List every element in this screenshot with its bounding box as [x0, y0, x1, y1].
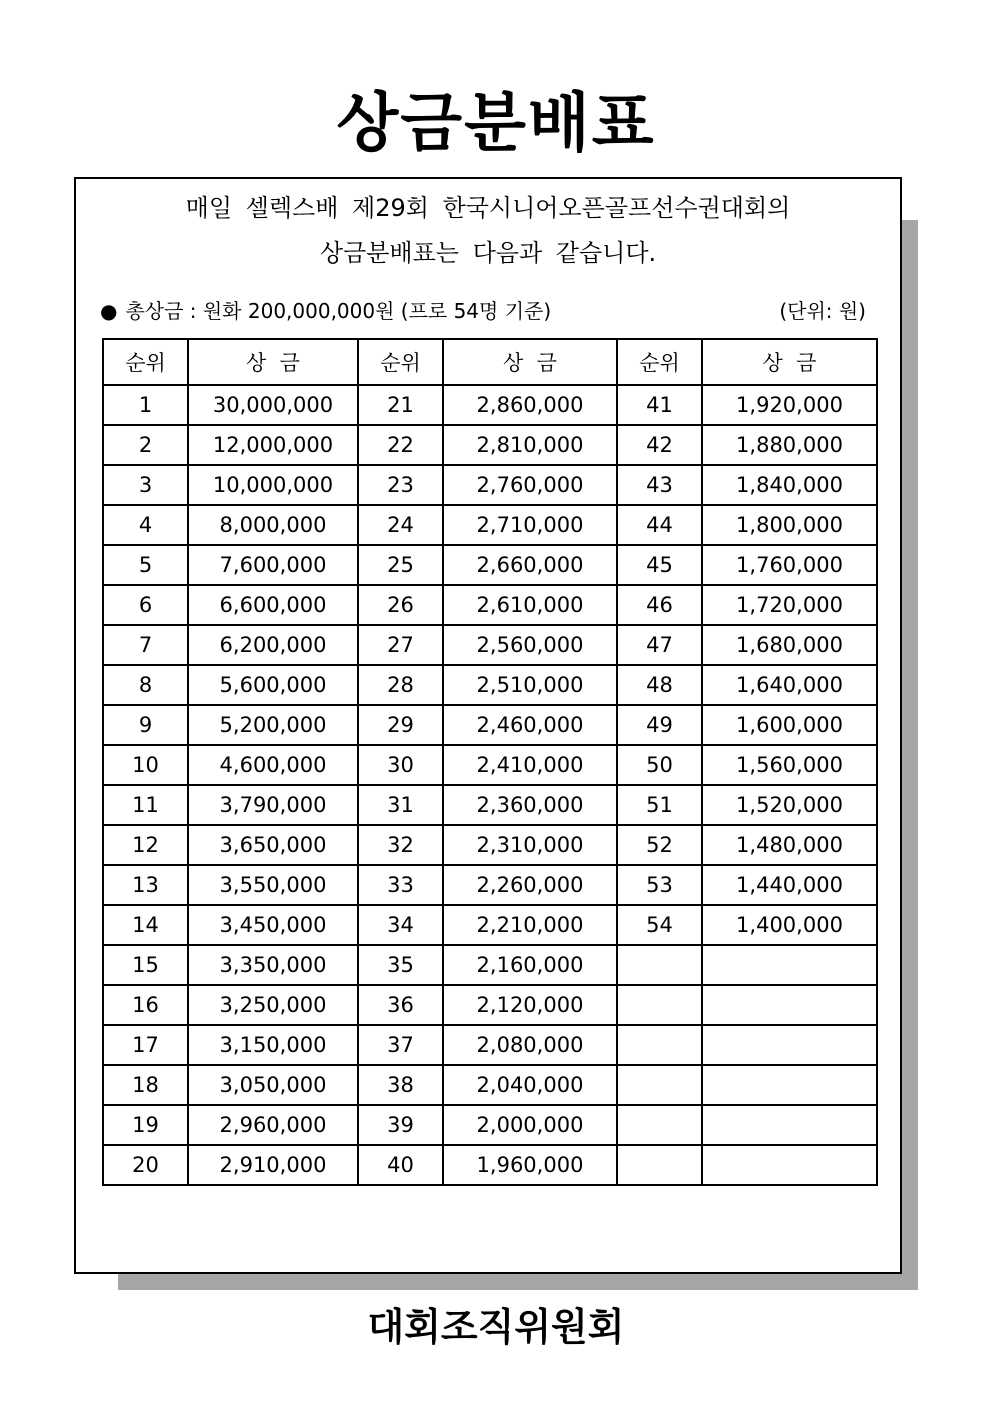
table-row [103, 625, 877, 665]
header-prize: 상 금 [188, 339, 358, 385]
rank-cell [617, 1025, 702, 1065]
prize-cell: 6,200,000 [188, 625, 358, 665]
rank-cell: 47 [617, 625, 702, 665]
total-prize-text: 총상금 : 원화 200,000,000원 (프로 54명 기준) [125, 299, 552, 323]
table-row [103, 385, 877, 425]
rank-cell: 36 [358, 985, 443, 1025]
prize-cell: 2,960,000 [188, 1105, 358, 1145]
prize-table [102, 338, 878, 1186]
rank-cell: 30 [358, 745, 443, 785]
rank-cell [617, 985, 702, 1025]
rank-cell: 29 [358, 705, 443, 745]
rank-cell: 34 [358, 905, 443, 945]
table-body [103, 385, 877, 1185]
prize-cell: 2,040,000 [443, 1065, 617, 1105]
prize-cell: 3,150,000 [188, 1025, 358, 1065]
rank-cell: 24 [358, 505, 443, 545]
table-row [103, 905, 877, 945]
prize-cell: 1,640,000 [702, 665, 877, 705]
table-row [103, 665, 877, 705]
rank-cell: 6 [103, 585, 188, 625]
rank-cell: 40 [358, 1145, 443, 1185]
header-rank: 순위 [103, 339, 188, 385]
prize-cell: 3,550,000 [188, 865, 358, 905]
prize-cell: 3,350,000 [188, 945, 358, 985]
table-row [103, 545, 877, 585]
rank-cell: 1 [103, 385, 188, 425]
rank-cell [617, 1145, 702, 1185]
prize-cell: 2,660,000 [443, 545, 617, 585]
prize-cell: 1,440,000 [702, 865, 877, 905]
prize-cell: 2,860,000 [443, 385, 617, 425]
table-row [103, 1025, 877, 1065]
prize-cell: 2,080,000 [443, 1025, 617, 1065]
rank-cell [617, 945, 702, 985]
rank-cell: 33 [358, 865, 443, 905]
rank-cell [617, 1065, 702, 1105]
rank-cell: 38 [358, 1065, 443, 1105]
rank-cell: 45 [617, 545, 702, 585]
rank-cell: 2 [103, 425, 188, 465]
rank-cell: 31 [358, 785, 443, 825]
table-row [103, 705, 877, 745]
prize-box [74, 177, 902, 1274]
table-row [103, 1105, 877, 1145]
rank-cell: 50 [617, 745, 702, 785]
prize-cell: 1,720,000 [702, 585, 877, 625]
prize-cell: 8,000,000 [188, 505, 358, 545]
rank-cell: 51 [617, 785, 702, 825]
prize-cell: 2,360,000 [443, 785, 617, 825]
table-row [103, 1145, 877, 1185]
header-rank: 순위 [617, 339, 702, 385]
rank-cell: 5 [103, 545, 188, 585]
unit-label: (단위: 원) [779, 299, 866, 323]
rank-cell: 23 [358, 465, 443, 505]
rank-cell: 14 [103, 905, 188, 945]
prize-cell: 2,260,000 [443, 865, 617, 905]
prize-cell: 3,250,000 [188, 985, 358, 1025]
rank-cell: 44 [617, 505, 702, 545]
prize-cell: 2,710,000 [443, 505, 617, 545]
rank-cell: 4 [103, 505, 188, 545]
rank-cell: 10 [103, 745, 188, 785]
prize-cell: 1,520,000 [702, 785, 877, 825]
table-header-row [103, 339, 877, 385]
table-row [103, 825, 877, 865]
rank-cell: 7 [103, 625, 188, 665]
prize-cell: 2,560,000 [443, 625, 617, 665]
rank-cell: 11 [103, 785, 188, 825]
prize-cell [702, 1105, 877, 1145]
rank-cell: 16 [103, 985, 188, 1025]
prize-cell: 2,410,000 [443, 745, 617, 785]
prize-cell [702, 1025, 877, 1065]
prize-cell: 5,200,000 [188, 705, 358, 745]
rank-cell: 25 [358, 545, 443, 585]
prize-cell: 3,650,000 [188, 825, 358, 865]
prize-cell: 1,400,000 [702, 905, 877, 945]
rank-cell: 42 [617, 425, 702, 465]
rank-cell: 32 [358, 825, 443, 865]
table-row [103, 785, 877, 825]
prize-cell [702, 945, 877, 985]
rank-cell: 46 [617, 585, 702, 625]
prize-cell: 1,560,000 [702, 745, 877, 785]
table-row [103, 505, 877, 545]
rank-cell: 15 [103, 945, 188, 985]
prize-cell: 5,600,000 [188, 665, 358, 705]
prize-cell: 2,610,000 [443, 585, 617, 625]
rank-cell: 9 [103, 705, 188, 745]
page-title: 상금분배표 [336, 87, 656, 161]
prize-cell: 2,810,000 [443, 425, 617, 465]
rank-cell: 41 [617, 385, 702, 425]
rank-cell: 39 [358, 1105, 443, 1145]
prize-cell: 1,680,000 [702, 625, 877, 665]
organizer-name: 대회조직위원회 [367, 1305, 625, 1349]
rank-cell: 27 [358, 625, 443, 665]
rank-cell: 49 [617, 705, 702, 745]
header-prize: 상 금 [702, 339, 877, 385]
prize-cell: 1,920,000 [702, 385, 877, 425]
intro-line-1: 매일 셀렉스배 제29회 한국시니어오픈골프선수권대회의 [185, 194, 791, 222]
header-rank: 순위 [358, 339, 443, 385]
rank-cell: 54 [617, 905, 702, 945]
rank-cell: 21 [358, 385, 443, 425]
rank-cell: 48 [617, 665, 702, 705]
total-prize-row [100, 297, 866, 325]
prize-cell: 2,760,000 [443, 465, 617, 505]
prize-cell: 2,910,000 [188, 1145, 358, 1185]
rank-cell: 35 [358, 945, 443, 985]
table-row [103, 985, 877, 1025]
prize-cell: 1,480,000 [702, 825, 877, 865]
table-row [103, 425, 877, 465]
rank-cell: 37 [358, 1025, 443, 1065]
prize-cell: 1,960,000 [443, 1145, 617, 1185]
prize-cell: 6,600,000 [188, 585, 358, 625]
rank-cell: 13 [103, 865, 188, 905]
prize-cell: 10,000,000 [188, 465, 358, 505]
prize-cell: 7,600,000 [188, 545, 358, 585]
prize-cell: 3,050,000 [188, 1065, 358, 1105]
rank-cell: 22 [358, 425, 443, 465]
bullet-icon: ● [100, 299, 118, 323]
table-row [103, 585, 877, 625]
prize-cell: 2,120,000 [443, 985, 617, 1025]
prize-cell: 4,600,000 [188, 745, 358, 785]
rank-cell: 3 [103, 465, 188, 505]
prize-cell: 2,310,000 [443, 825, 617, 865]
prize-cell: 2,000,000 [443, 1105, 617, 1145]
rank-cell: 17 [103, 1025, 188, 1065]
prize-cell [702, 1065, 877, 1105]
prize-cell [702, 985, 877, 1025]
prize-cell: 1,880,000 [702, 425, 877, 465]
header-prize: 상 금 [443, 339, 617, 385]
prize-cell: 1,760,000 [702, 545, 877, 585]
prize-cell: 2,510,000 [443, 665, 617, 705]
rank-cell: 8 [103, 665, 188, 705]
rank-cell: 53 [617, 865, 702, 905]
table-row [103, 1065, 877, 1105]
prize-cell: 1,800,000 [702, 505, 877, 545]
prize-cell: 30,000,000 [188, 385, 358, 425]
table-row [103, 465, 877, 505]
prize-cell: 2,160,000 [443, 945, 617, 985]
rank-cell: 28 [358, 665, 443, 705]
rank-cell: 26 [358, 585, 443, 625]
rank-cell: 19 [103, 1105, 188, 1145]
prize-cell [702, 1145, 877, 1185]
rank-cell: 20 [103, 1145, 188, 1185]
prize-cell: 3,790,000 [188, 785, 358, 825]
rank-cell: 43 [617, 465, 702, 505]
rank-cell: 52 [617, 825, 702, 865]
table-row [103, 945, 877, 985]
table-row [103, 745, 877, 785]
rank-cell: 12 [103, 825, 188, 865]
prize-cell: 1,840,000 [702, 465, 877, 505]
prize-cell: 3,450,000 [188, 905, 358, 945]
intro-line-2: 상금분배표는 다음과 같습니다. [319, 239, 657, 267]
rank-cell [617, 1105, 702, 1145]
table-row [103, 865, 877, 905]
prize-cell: 12,000,000 [188, 425, 358, 465]
prize-cell: 2,460,000 [443, 705, 617, 745]
prize-cell: 1,600,000 [702, 705, 877, 745]
rank-cell: 18 [103, 1065, 188, 1105]
prize-cell: 2,210,000 [443, 905, 617, 945]
